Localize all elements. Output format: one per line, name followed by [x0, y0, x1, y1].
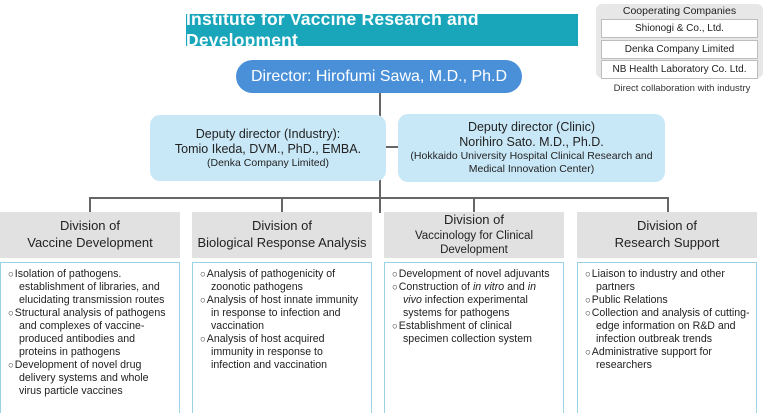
division-label: Division of [444, 211, 504, 227]
deputy-director-clinic [398, 114, 665, 182]
connector-deputy-link [386, 146, 398, 148]
deputy-director-industry [150, 115, 386, 181]
division-clinical-development-tasks [384, 262, 564, 413]
task-item: ○ Collection and analysis of cutting-edge information on R&D and infection outbreak trends [585, 307, 750, 346]
task-item: ○ Isolation of pathogens. establishment of libraries, and elucidating transmission routes [8, 268, 173, 307]
division-biological-response-header [192, 212, 372, 258]
task-item: ○ Analysis of pathogenicity of zoonotic pathogens [200, 268, 365, 294]
task-item: ○ Structural analysis of pathogens and complexes of vaccine-produced antibodies and proteins in pathogens [8, 307, 173, 359]
task-item: ○ Analysis of host acquired immunity in response to infection and vaccination [200, 333, 365, 372]
division-vaccine-development-tasks [0, 262, 180, 413]
division-name: Biological Response Analysis [197, 235, 367, 250]
deputy-clinic-role: Deputy director (Clinic) [467, 120, 596, 135]
division-label: Division of [252, 218, 312, 234]
connector-division-1 [89, 197, 91, 212]
connector-division-bar [89, 197, 669, 199]
division-name: Vaccine Development [27, 235, 153, 250]
industry-collaboration-note: Direct collaboration with industry [613, 83, 751, 94]
division-name: Research Support [614, 235, 720, 250]
task-item: ○ Liaison to industry and other partners [585, 268, 750, 294]
company-denka: Denka Company Limited [601, 40, 758, 59]
company-shionogi: Shionogi & Co., Ltd. [601, 19, 758, 38]
division-research-support-header [577, 212, 757, 258]
connector-division-3 [473, 197, 475, 212]
deputy-industry-name: Tomio Ikeda, DVM., PhD., EMBA. [174, 141, 362, 156]
division-vaccine-development-header [0, 212, 180, 258]
connector-division-2 [281, 197, 283, 212]
division-label: Division of [60, 218, 120, 234]
director-box [236, 60, 522, 93]
task-item: ○ Development of novel drug delivery systems and whole virus particle vaccines [8, 359, 173, 398]
deputy-industry-role: Deputy director (Industry): [195, 126, 341, 141]
cooperating-companies-panel [596, 4, 763, 78]
division-clinical-development-header [384, 212, 564, 258]
task-item-invitro-invivo: ○ Construction of in vitro and in vivo infection experimental systems for pathogens [392, 281, 557, 320]
deputy-industry-affiliation: (Denka Company Limited) [207, 156, 329, 169]
deputy-clinic-affiliation: (Hokkaido University Hospital Clinical Research and Medical Innovation Center) [410, 150, 653, 175]
task-item: ○ Development of novel adjuvants [392, 268, 557, 281]
connector-division-4 [667, 197, 669, 212]
cooperating-companies-title: Cooperating Companies [622, 5, 737, 17]
division-name: Vaccinology for Clinical Development [414, 229, 534, 257]
task-item: ○ Analysis of host innate immunity in response to infection and vaccination [200, 294, 365, 333]
division-research-support-tasks [577, 262, 757, 413]
division-biological-response-tasks [192, 262, 372, 413]
division-label: Division of [637, 218, 697, 234]
director-name: Director: Hirofumi Sawa, M.D., Ph.D [250, 67, 508, 85]
deputy-clinic-name: Norihiro Sato. M.D., Ph.D. [459, 135, 604, 150]
institute-title: Institute for Vaccine Research and Development [186, 14, 578, 46]
task-item: ○ Establishment of clinical specimen collection system [392, 320, 557, 346]
company-nb-health: NB Health Laboratory Co. Ltd. [601, 60, 758, 79]
task-item: ○ Public Relations [585, 294, 750, 307]
task-item: ○ Administrative support for researchers [585, 346, 750, 372]
